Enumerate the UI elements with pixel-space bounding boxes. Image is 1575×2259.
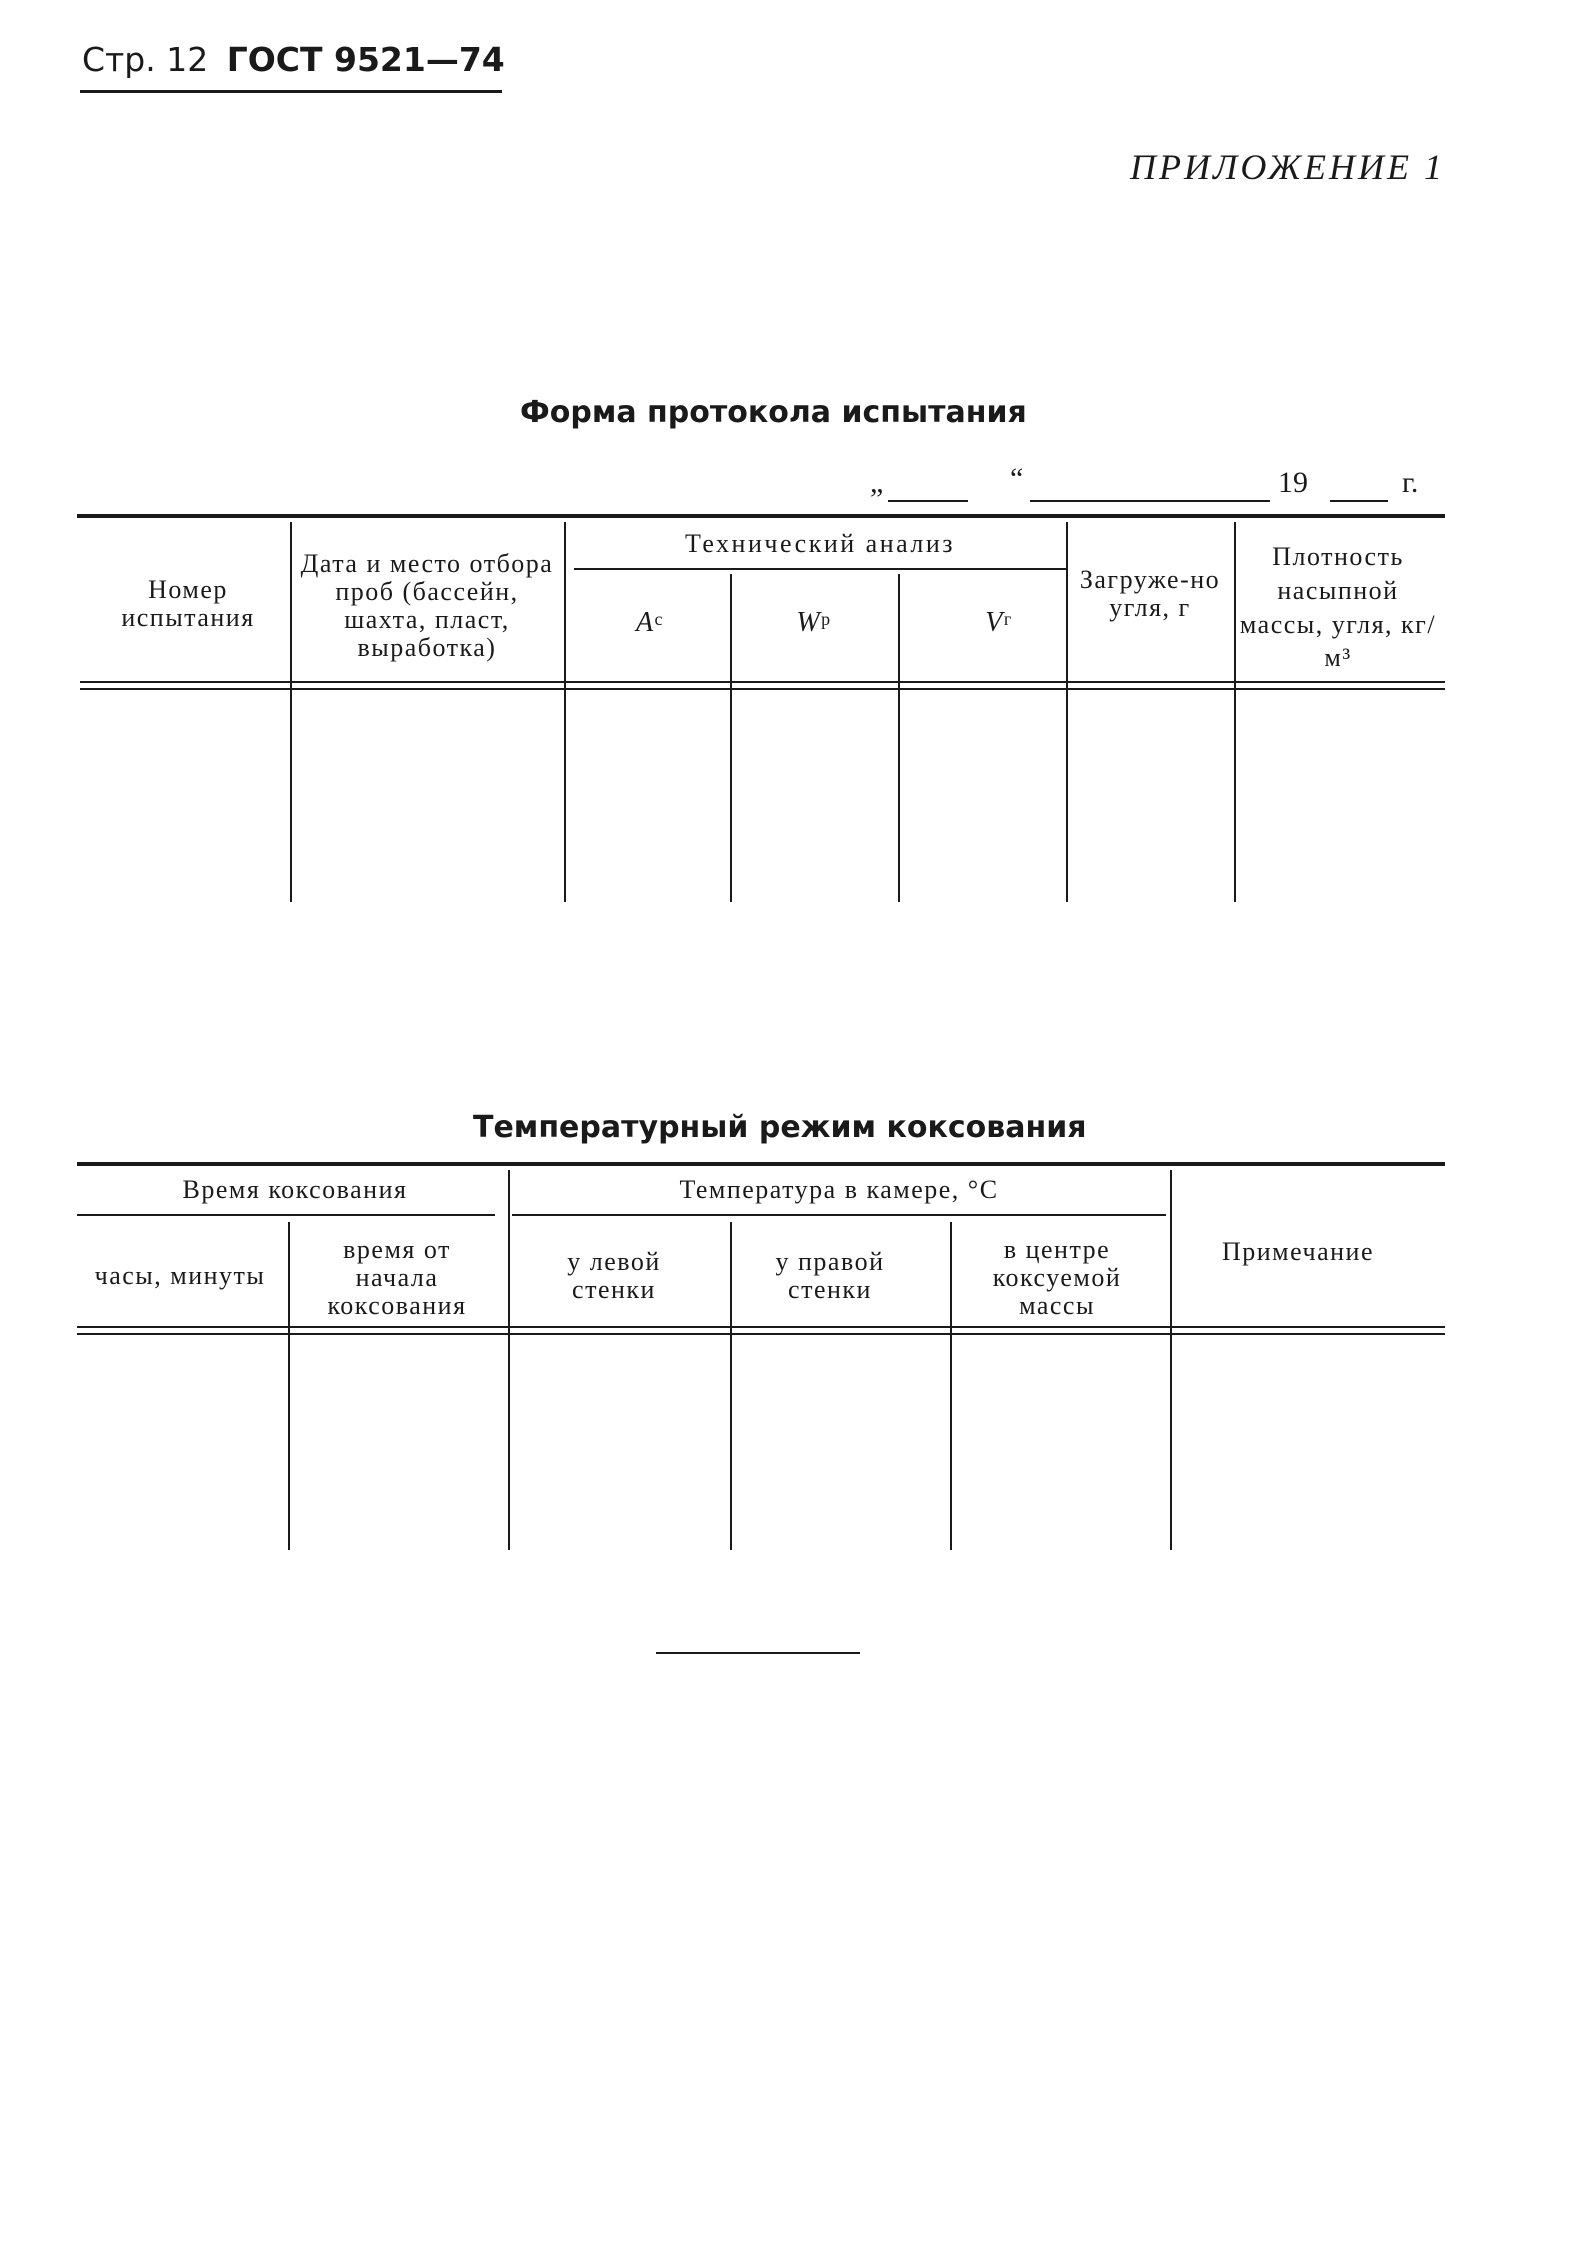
protocol-col-divider-3 [730,574,732,902]
col-test-number: Номер испытания [121,575,255,633]
time-group-subrule [77,1214,495,1216]
protocol-table-header-rule-1 [80,681,1445,683]
col-note: Примечание [1221,1237,1375,1266]
protocol-col-divider-1 [290,522,292,902]
header-rule [80,90,502,93]
coking-col-divider-1 [288,1222,290,1550]
col-coal-load: Загруже-но угля, г [1079,565,1221,623]
col-technical-analysis: Технический анализ [684,529,956,558]
coking-col-divider-5 [1170,1170,1172,1550]
protocol-col-divider-4 [898,574,900,902]
coking-col-divider-4 [950,1222,952,1550]
protocol-col-divider-6 [1234,522,1236,902]
col-time-from-start: время от начала коксования [327,1235,467,1321]
col-hours-minutes: часы, минуты [94,1261,266,1290]
col-moisture [734,608,894,638]
col-sampling-date-place: Дата и место отбора проб (бассейн, шахта, пласт, выработка) [300,549,554,663]
standard-number: ГОСТ 9521—74 [226,40,505,79]
coking-title: Температурный режим коксования [473,1110,1087,1145]
date-year-blank [1330,500,1388,502]
temp-group-subrule [512,1214,1166,1216]
ash-symbol: A [635,607,655,638]
appendix-label: ПРИЛОЖЕНИЕ 1 [1130,147,1445,187]
col-right-wall: у правой стенки [775,1247,885,1305]
moisture-superscript: р [821,609,832,629]
col-coke-mass-center: в центре коксуемой массы [992,1235,1122,1321]
protocol-col-divider-2 [564,522,566,902]
protocol-table-top-rule [77,514,1445,518]
page-header [82,40,505,79]
date-year-suffix: г. [1402,466,1419,499]
protocol-table-header-rule-2 [80,688,1445,690]
col-volatile [904,608,1094,638]
page-number: Стр. 12 [82,40,209,79]
date-year-prefix: 19 [1278,466,1308,499]
coking-col-divider-3 [730,1222,732,1550]
coking-table-header-rule-1 [77,1326,1445,1328]
date-line [870,462,1430,506]
coking-table-header-rule-2 [77,1333,1445,1335]
col-ash [570,608,730,638]
col-bulk-density: Плотность насыпной массы, угля, кг/м³ [1239,542,1437,673]
col-time-group: Время коксования [182,1175,408,1204]
volatile-superscript: г [1003,609,1013,629]
date-month-blank [1030,500,1270,502]
col-left-wall: у левой стенки [567,1247,661,1305]
volatile-symbol: V [985,607,1004,638]
date-close-quote: “ [1010,462,1024,495]
coking-col-divider-2 [508,1170,510,1550]
tech-analysis-subrule [574,568,1066,570]
closing-rule [656,1652,860,1654]
protocol-title: Форма протокола испытания [520,395,1027,430]
moisture-symbol: W [796,607,822,638]
date-day-blank [888,500,968,502]
date-open-quote: „ [870,466,884,499]
ash-superscript: c [654,609,665,629]
coking-table-top-rule [77,1162,1445,1166]
col-temp-group: Температура в камере, °С [679,1175,999,1204]
